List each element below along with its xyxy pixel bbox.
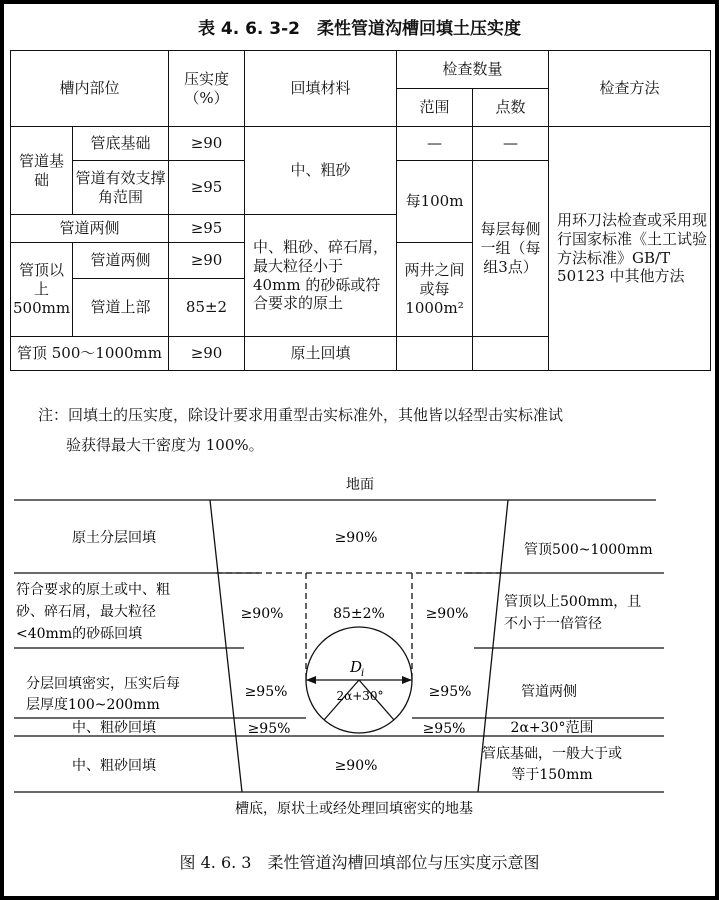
header-compaction-unit: （%） [184, 88, 229, 107]
points-text: 每层每侧一组（每组3点） [473, 161, 549, 337]
range-between-wells: 两井之间或每1000m² [397, 243, 473, 337]
range-per100: 每100m [397, 161, 473, 243]
right-label-1: 管顶500~1000mm [524, 542, 653, 558]
compaction-values [241, 530, 472, 774]
row-top-upper-value: 85±2 [169, 279, 245, 337]
method-text: 用环刀法检查或采用现行国家标准《土工试验方法标准》GB/T 50123 中其他方法 [549, 127, 711, 371]
left-label-4: 中、粗砂回填 [72, 720, 156, 736]
left-labels [16, 529, 180, 774]
header-compaction [169, 51, 245, 127]
figure-caption: 图 4. 6. 3 柔性管道沟槽回填部位与压实度示意图 [179, 853, 540, 872]
group-above-top: 管顶以上500mm [11, 243, 73, 337]
value-mid-left: ≥90% [240, 606, 284, 622]
right-label-4: 2α+30°范围 [510, 720, 594, 736]
row-base-support-value: ≥95 [169, 161, 245, 215]
pipe-d-label: D [350, 658, 363, 676]
value-side-left: ≥95% [244, 684, 288, 700]
row-top-500-1000-range [397, 337, 473, 371]
left-label-2c: <40mm的砂砾回填 [16, 626, 143, 642]
document-page [4, 4, 715, 896]
row-top-sides-label: 管道两侧 [73, 243, 169, 279]
value-support-right: ≥95% [422, 721, 466, 737]
note-line-2: 验获得最大干密度为 100%。 [66, 436, 264, 454]
left-label-3b: 层厚度100~200mm [26, 697, 160, 713]
row-top-500-1000-label: 管顶 500～1000mm [11, 337, 169, 371]
arrow-right [402, 676, 412, 684]
table-title: 表 4. 6. 3-2 柔性管道沟槽回填土压实度 [197, 19, 522, 39]
header-material: 回填材料 [245, 51, 397, 127]
header-compaction-label: 压实度 [184, 69, 230, 88]
right-label-5b: 等于150mm [511, 767, 593, 783]
row-sides-label: 管道两侧 [11, 215, 169, 243]
row-top-upper-label: 管道上部 [73, 279, 169, 337]
left-label-1: 原土分层回填 [72, 530, 156, 546]
row-top-sides-value: ≥90 [169, 243, 245, 279]
value-base: ≥90% [334, 758, 378, 774]
left-label-5: 中、粗砂回填 [72, 758, 156, 774]
row-top-500-1000-material: 原土回填 [245, 337, 397, 371]
right-label-2b: 不小于一倍管径 [504, 616, 602, 632]
row-top-500-1000-value: ≥90 [169, 337, 245, 371]
right-label-3: 管道两侧 [521, 684, 577, 700]
header-position: 槽内部位 [11, 51, 169, 127]
value-support-left: ≥95% [247, 721, 291, 737]
value-side-right: ≥95% [428, 684, 472, 700]
row-base-foundation-range: — [397, 127, 473, 161]
header-points: 点数 [473, 89, 549, 127]
value-mid-right: ≥90% [425, 606, 469, 622]
material-mixed: 中、粗砂、碎石屑，最大粒径小于 40mm 的砂砾或符合要求的原土 [245, 215, 397, 337]
row-base-support-label: 管道有效支撑角范围 [73, 161, 169, 215]
trench-wall-left [210, 500, 242, 792]
left-label-2a: 符合要求的原土或中、粗 [16, 582, 170, 598]
right-label-2a: 管顶以上500mm，且 [504, 594, 642, 610]
row-base-foundation-label: 管底基础 [73, 127, 169, 161]
compaction-table [10, 50, 711, 371]
right-label-5a: 管底基础，一般大于或 [482, 746, 622, 762]
material-sand: 中、粗砂 [245, 127, 397, 215]
fig-bottom-label: 槽底，原状土或经处理回填密实的地基 [235, 801, 473, 817]
left-label-3a: 分层回填密实，压实后每 [26, 676, 180, 692]
arrow-left [306, 676, 316, 684]
angle-label: 2α+30° [336, 689, 384, 703]
row-base-foundation-value: ≥90 [169, 127, 245, 161]
row-top-500-1000-points [473, 337, 549, 371]
right-labels [482, 542, 653, 783]
value-mid-center: 85±2% [333, 606, 385, 622]
group-pipe-base: 管道基础 [11, 127, 73, 215]
table-note [38, 400, 698, 460]
value-top: ≥90% [334, 530, 378, 546]
pipe-d-subscript: i [361, 668, 365, 679]
row-base-foundation-points: — [473, 127, 549, 161]
header-quantity: 检查数量 [397, 51, 549, 89]
note-line-1: 注：回填土的压实度，除设计要求用重型击实标准外，其他皆以轻型击实标准试 [38, 406, 564, 424]
fig-ground-label: 地面 [346, 477, 374, 493]
trench-diagram [4, 470, 715, 842]
row-sides-value: ≥95 [169, 215, 245, 243]
left-label-2b: 砂、碎石屑，最大粒径 [16, 604, 156, 620]
header-method: 检查方法 [549, 51, 711, 127]
header-range: 范围 [397, 89, 473, 127]
